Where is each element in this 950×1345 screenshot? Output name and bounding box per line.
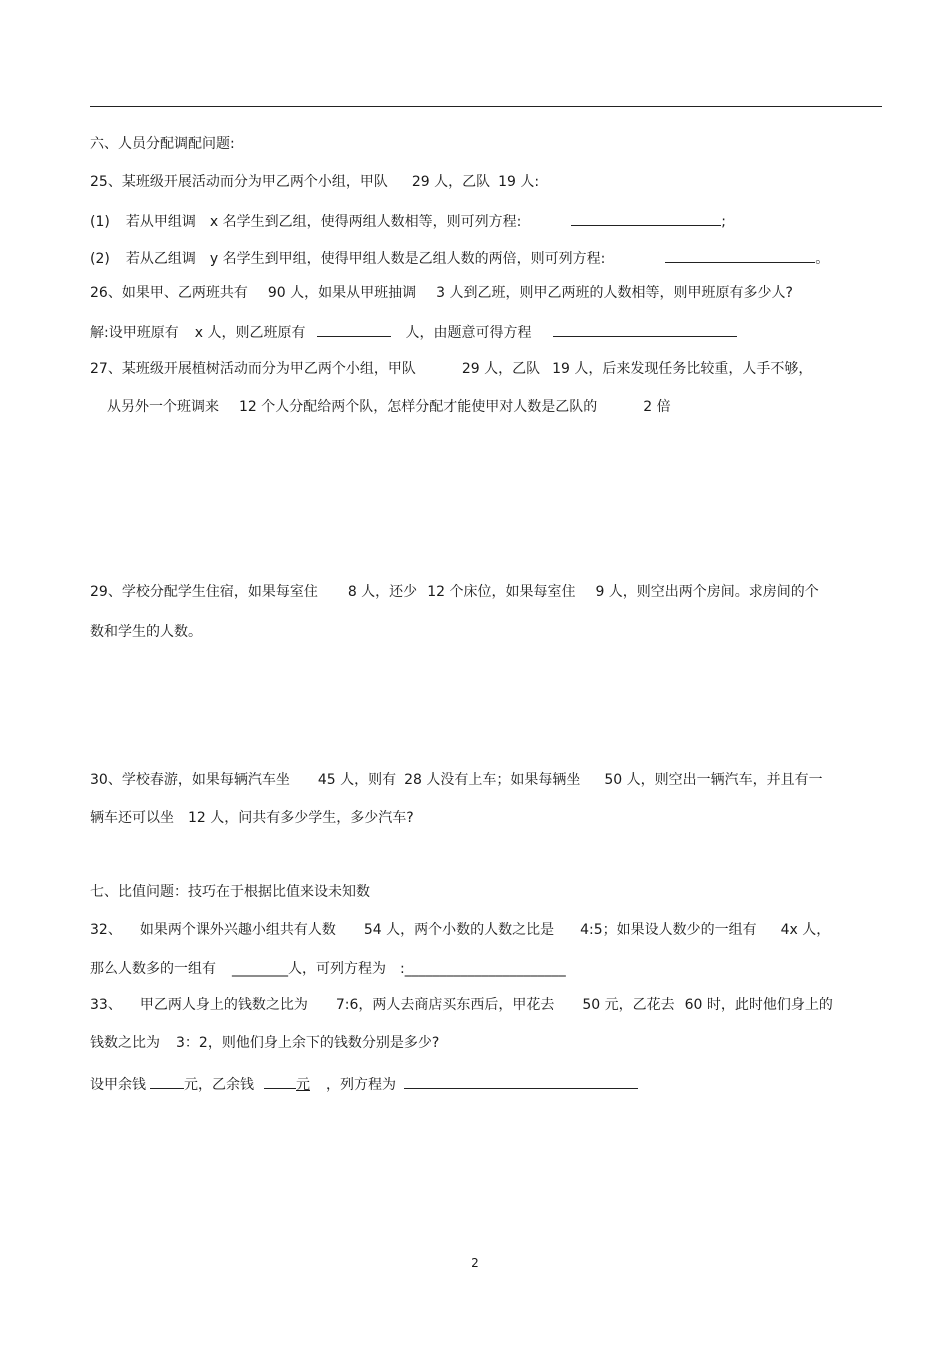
- q25-p2-answer-blank[interactable]: [665, 246, 815, 263]
- q25-p1-label: (1): [90, 214, 110, 230]
- question-25: [90, 172, 539, 192]
- q33-number: 33、: [90, 997, 122, 1013]
- q25-part-2: [90, 246, 829, 269]
- question-30: [90, 770, 823, 790]
- q26-equation-blank[interactable]: [553, 320, 737, 337]
- q30-text-d: 50 人，则空出一辆汽车，并且有一: [604, 772, 823, 788]
- q33-text-c: 50 元，乙花去: [582, 997, 675, 1013]
- q32-number: 32、: [90, 922, 122, 938]
- q29-text-a: 29、学校分配学生住宿，如果每室住: [90, 584, 318, 600]
- q33-text-i: ，列方程为: [326, 1077, 396, 1093]
- question-29: [90, 582, 819, 602]
- q30-text-a: 30、学校春游，如果每辆汽车坐: [90, 772, 290, 788]
- q33-text-d: 60 时，此时他们身上的: [684, 997, 833, 1013]
- q29-text-c: 12 个床位，如果每室住: [427, 584, 576, 600]
- question-27: [90, 359, 812, 379]
- q30-text-e: 辆车还可以坐: [90, 810, 174, 826]
- q26-sol-text-c: 人，由题意可得方程: [405, 325, 532, 341]
- q26-text-a: 26、如果甲、乙两班共有: [90, 285, 248, 301]
- question-32: [90, 920, 830, 940]
- q25-p2-label: (2): [90, 251, 110, 267]
- q27-line-2: [107, 397, 671, 417]
- q27-text-d: 从另外一个班调来: [107, 399, 219, 415]
- q32-text-c: 4:5；如果设人数少的一组有: [580, 922, 757, 938]
- q33-blank-b-money[interactable]: [264, 1072, 296, 1089]
- q33-text-e: 钱数之比为: [90, 1035, 160, 1051]
- q33-text-b: 7:6，两人去商店买东西后，甲花去: [335, 997, 555, 1013]
- question-33: [90, 995, 833, 1015]
- q25-p1-answer-blank[interactable]: [571, 209, 721, 226]
- q27-text-e: 12 个人分配给两个队，怎样分配才能使甲对人数是乙队的: [239, 399, 598, 415]
- q29-line-2: [90, 622, 202, 642]
- q26-blank-class-b[interactable]: [317, 320, 391, 337]
- header-rule: [90, 106, 882, 107]
- q25-p1-text-b: x 名学生到乙组，使得两组人数相等，则可列方程:: [209, 214, 522, 230]
- q26-sol-text-b: x 人，则乙班原有: [194, 325, 306, 341]
- q25-text-a: 25、某班级开展活动而分为甲乙两个小组，甲队: [90, 174, 388, 190]
- q26-solution: [90, 320, 737, 343]
- section-6-heading: [90, 134, 235, 154]
- q25-p1-text-a: 若从甲组调: [125, 214, 196, 230]
- q33-unit: 元: [296, 1077, 310, 1093]
- q27-text-f: 2 倍: [643, 399, 671, 415]
- q29-text-b: 8 人，还少: [347, 584, 418, 600]
- q29-text-e: 数和学生的人数。: [90, 624, 202, 640]
- q25-text-c: 19 人:: [498, 174, 540, 190]
- q25-p2-end: 。: [815, 251, 830, 267]
- q32-line-2: [90, 959, 566, 979]
- q32-text-d: 4x 人，: [780, 922, 831, 938]
- q33-line-3: [90, 1072, 638, 1095]
- q33-equation-blank[interactable]: [404, 1072, 638, 1089]
- q32-text-b: 54 人，两个小数的人数之比是: [363, 922, 555, 938]
- q26-text-b: 90 人，如果从甲班抽调: [267, 285, 417, 301]
- q30-text-f: 12 人，问共有多少学生，多少汽车?: [188, 810, 414, 826]
- q32-text-e: 那么人数多的一组有: [90, 961, 216, 977]
- q30-text-b: 45 人，则有: [317, 772, 397, 788]
- q27-text-c: 19 人，后来发现任务比较重，人手不够，: [552, 361, 813, 377]
- q30-line-2: [90, 808, 414, 828]
- section-heading-text: 七、比值问题：技巧在于根据比值来设未知数: [90, 884, 370, 900]
- section-heading-text: 六、人员分配调配问题:: [90, 136, 235, 152]
- q26-sol-text-a: 解:设甲班原有: [90, 325, 179, 341]
- q33-text-h: 元，乙余钱: [184, 1077, 254, 1093]
- q25-text-b: 29 人，乙队: [411, 174, 491, 190]
- q25-p2-text-a: 若从乙组调: [125, 251, 196, 267]
- q32-text-a: 如果两个课外兴趣小组共有人数: [139, 922, 336, 938]
- q32-blank-larger-group[interactable]: ________: [232, 961, 288, 977]
- question-26: [90, 283, 793, 303]
- q26-text-c: 3 人到乙班，则甲乙两班的人数相等，则甲班原有多少人?: [436, 285, 793, 301]
- q30-text-c: 28 人没有上车；如果每辆坐: [404, 772, 581, 788]
- q33-text-g: 设甲余钱: [90, 1077, 146, 1093]
- q27-text-b: 29 人，乙队: [461, 361, 541, 377]
- section-7-heading: [90, 882, 370, 902]
- q33-line-2: [90, 1033, 439, 1053]
- q33-text-a: 甲乙两人身上的钱数之比为: [139, 997, 308, 1013]
- q33-text-f: 3：2，则他们身上余下的钱数分别是多少?: [176, 1035, 440, 1051]
- q25-part-1: [90, 209, 726, 232]
- q32-equation-blank[interactable]: :_______________________: [400, 961, 566, 977]
- q32-text-f: 人，可列方程为: [288, 961, 386, 977]
- q25-p1-end: ;: [721, 214, 727, 230]
- q27-text-a: 27、某班级开展植树活动而分为甲乙两个小组，甲队: [90, 361, 416, 377]
- q33-blank-a-money[interactable]: [150, 1072, 184, 1089]
- page-number: 2: [471, 1256, 479, 1270]
- q25-p2-text-b: y 名学生到甲组，使得甲组人数是乙组人数的两倍，则可列方程:: [209, 251, 606, 267]
- q29-text-d: 9 人，则空出两个房间。求房间的个: [595, 584, 819, 600]
